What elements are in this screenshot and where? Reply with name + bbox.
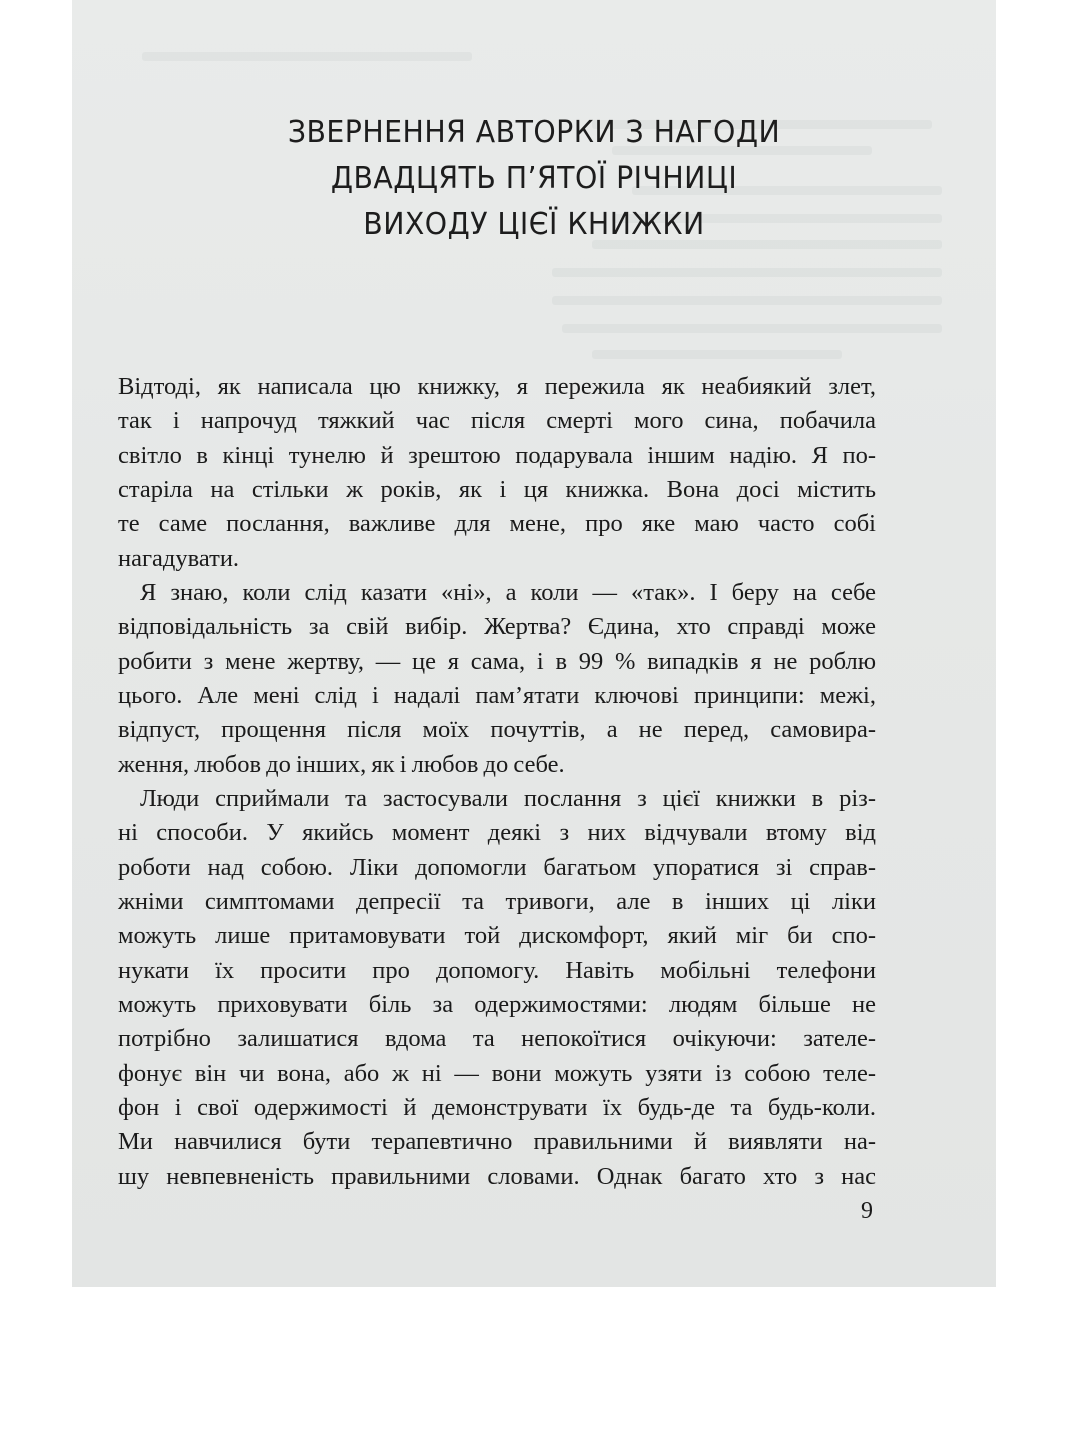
text-line: те саме послання, важливе для мене, про яке маю часто собі [118,510,876,538]
paragraph-2 [118,576,876,782]
text-line: ження, любов до інших, як і любов до себе. [118,750,565,778]
paragraph-1 [118,370,876,576]
text-line: фонує він чи вона, або ж ні — вони можуть узяти із собою теле- [118,1059,876,1087]
heading-line-1: ЗВЕРНЕННЯ АВТОРКИ З НАГОДИ [287,115,781,150]
text-line: так і напрочуд тяжкий час після смерті мого сина, побачила [118,407,876,435]
text-line: старіла на стільки ж років, як і ця книжка. Вона досі містить [118,475,876,503]
text-line: нукати їх просити про допомогу. Навіть мобільні телефони [118,956,876,984]
text-line: можуть приховувати біль за одержимостями: людям більше не [118,990,876,1018]
text-line: фон і свої одержимості й демонструвати їх будь-де та будь-коли. [118,1093,876,1121]
book-page [72,0,996,1287]
text-line: шу невпевненість правильними словами. Однак багато хто з нас [118,1162,876,1190]
text-line: цього. Але мені слід і надалі пам’ятати ключові принципи: межі, [118,681,876,709]
page-number: 9 [861,1198,873,1224]
text-line: потрібно залишатися вдома та непокоїтися очікуючи: зателе- [118,1025,876,1053]
text-line: відповідальність за свій вибір. Жертва? Єдина, хто справді може [118,613,876,641]
heading-line-2: ДВАДЦЯТЬ П’ЯТОЇ РІЧНИЦІ [330,161,738,196]
paragraph-3 [118,782,876,1194]
text-line: відпуст, прощення після моїх почуттів, а не перед, самовира- [118,716,876,744]
text-line: Ми навчилися бути терапевтично правильними й виявляти на- [118,1128,876,1156]
text-line: Я знаю, коли слід казати «ні», а коли — «так». І беру на себе [140,578,876,606]
text-line: Відтоді, як написала цю книжку, я пережила як неабиякий злет, [118,373,876,400]
text-line: нагадувати. [118,544,240,572]
text-line: світло в кінці тунелю й зрештою подарувала іншим надію. Я по- [118,441,876,469]
body-text [118,370,876,1194]
heading-line-3: ВИХОДУ ЦІЄЇ КНИЖКИ [363,207,705,242]
text-line: роботи над собою. Ліки допомогли багатьом упоратися зі справ- [118,853,876,881]
text-line: жніми симптомами депресії та тривоги, але в інших ці ліки [118,887,876,915]
text-line: можуть лише притамовувати той дискомфорт, який міг би спо- [118,922,876,950]
text-line: робити з мене жертву, — це я сама, і в 99 % випадків я не роблю [118,647,876,675]
text-line: Люди сприймали та застосували послання з цієї книжки в різ- [140,784,876,812]
chapter-heading [104,110,963,248]
text-line: ні способи. У якийсь момент деякі з них відчували втому від [118,819,876,847]
